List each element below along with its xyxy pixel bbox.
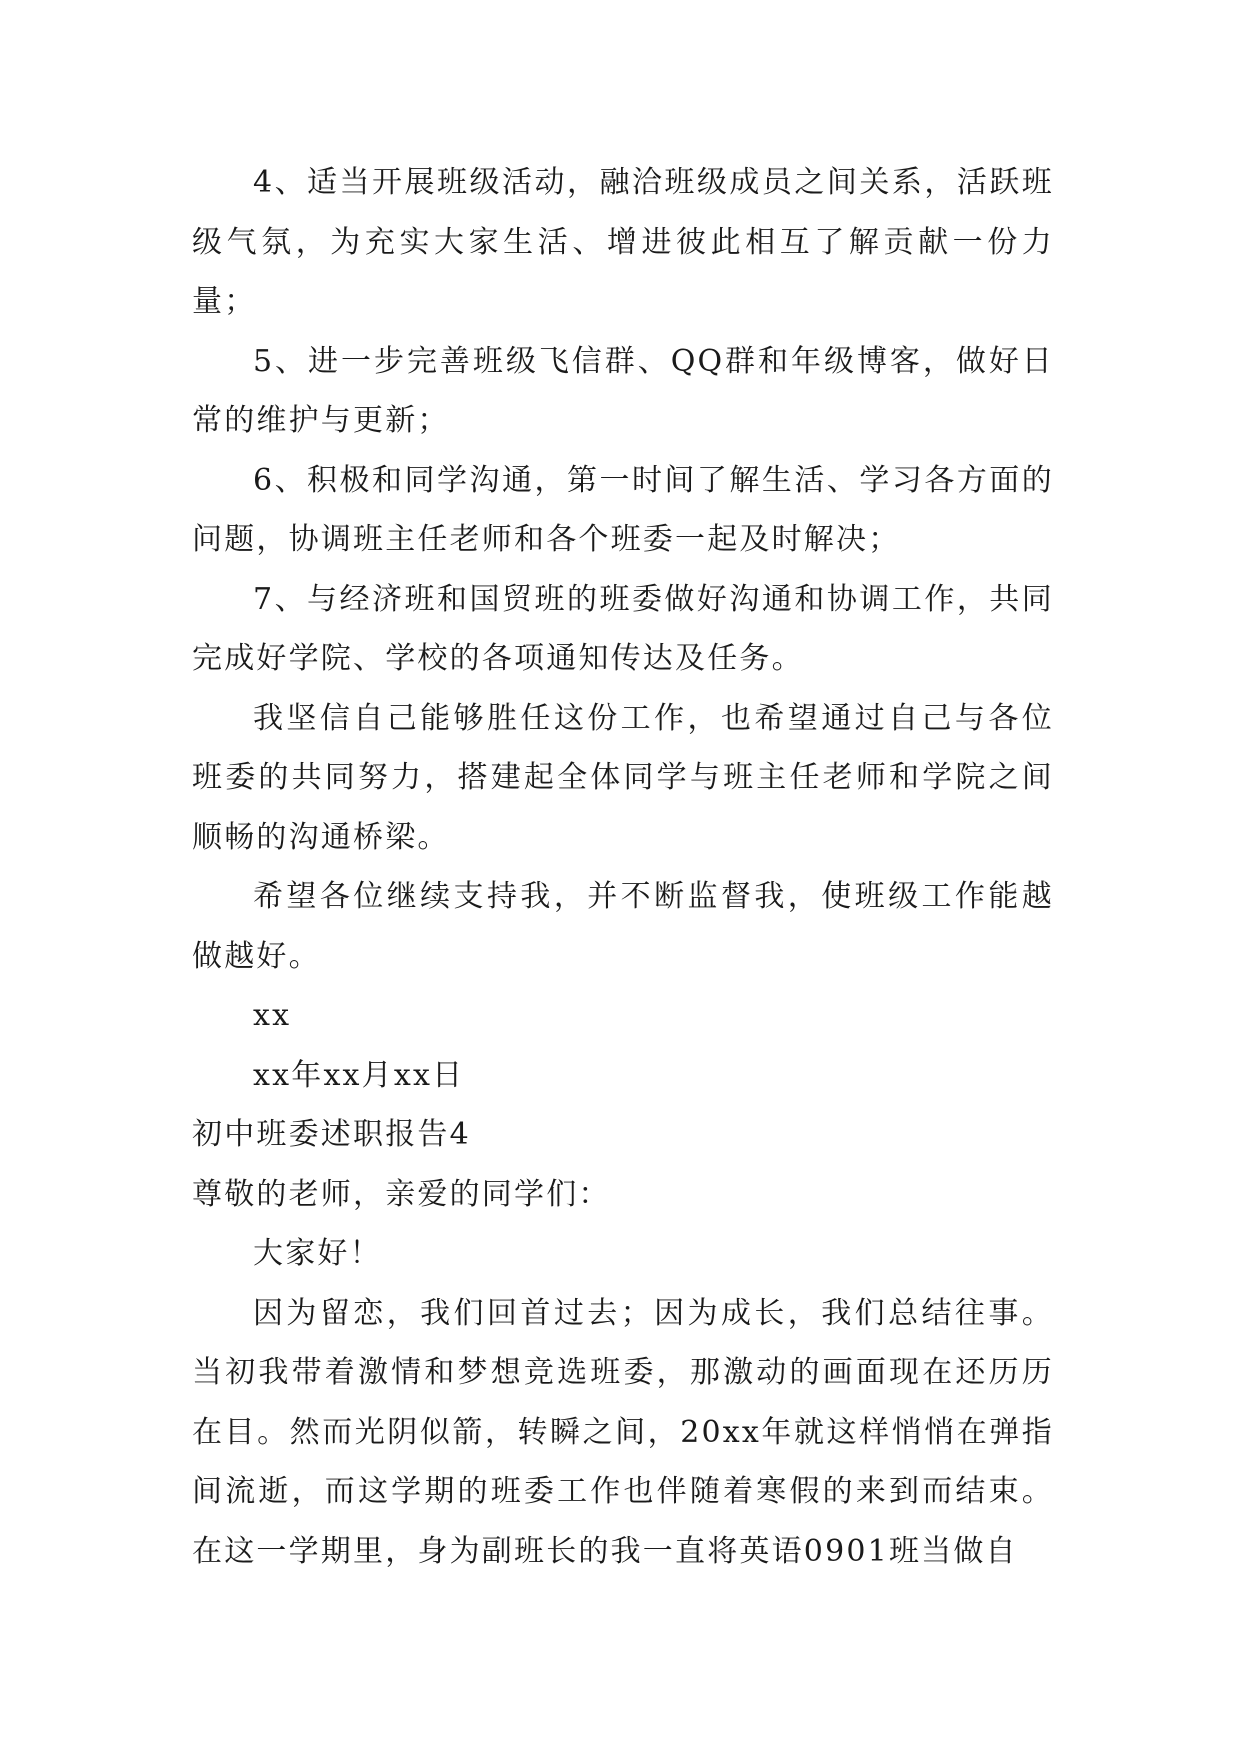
- section-title: 初中班委述职报告4: [192, 1117, 471, 1152]
- list-item-4: 4、适当开展班级活动，融洽班级成员之间关系，活跃班级气氛，为充实大家生活、增进彼此相互了解贡献一份力量；: [192, 165, 1054, 319]
- signature-name: xx: [253, 998, 292, 1033]
- list-item-5: 5、进一步完善班级飞信群、QQ群和年级博客，做好日常的维护与更新；: [192, 343, 1054, 438]
- hope-paragraph: 希望各位继续支持我，并不断监督我，使班级工作能越做越好。: [192, 879, 1054, 974]
- salutation: 尊敬的老师，亲爱的同学们：: [192, 1176, 611, 1212]
- list-item-7: 7、与经济班和国贸班的班委做好沟通和协调工作，共同完成好学院、学校的各项通知传达及任务。: [192, 581, 1054, 676]
- intro-paragraph: 因为留恋，我们回首过去；因为成长，我们总结往事。当初我带着激情和梦想竞选班委，那激动的画面现在还历历在目。然而光阴似箭，转瞬之间，20xx年就这样悄悄在弹指间流逝，而这学期的班委工作也伴随着寒假的来到而结束。在这一学期里，身为副班长的我一直将英语0901班当做自: [192, 1295, 1054, 1569]
- list-item-6: 6、积极和同学沟通，第一时间了解生活、学习各方面的问题，协调班主任老师和各个班委一起及时解决；: [192, 462, 1054, 557]
- greeting: 大家好！: [253, 1236, 382, 1271]
- document-body: [192, 153, 1054, 1581]
- closing-paragraph: 我坚信自己能够胜任这份工作，也希望通过自己与各位班委的共同努力，搭建起全体同学与班主任老师和学院之间顺畅的沟通桥梁。: [192, 700, 1054, 855]
- signature-date: xx年xx月xx日: [253, 1057, 465, 1093]
